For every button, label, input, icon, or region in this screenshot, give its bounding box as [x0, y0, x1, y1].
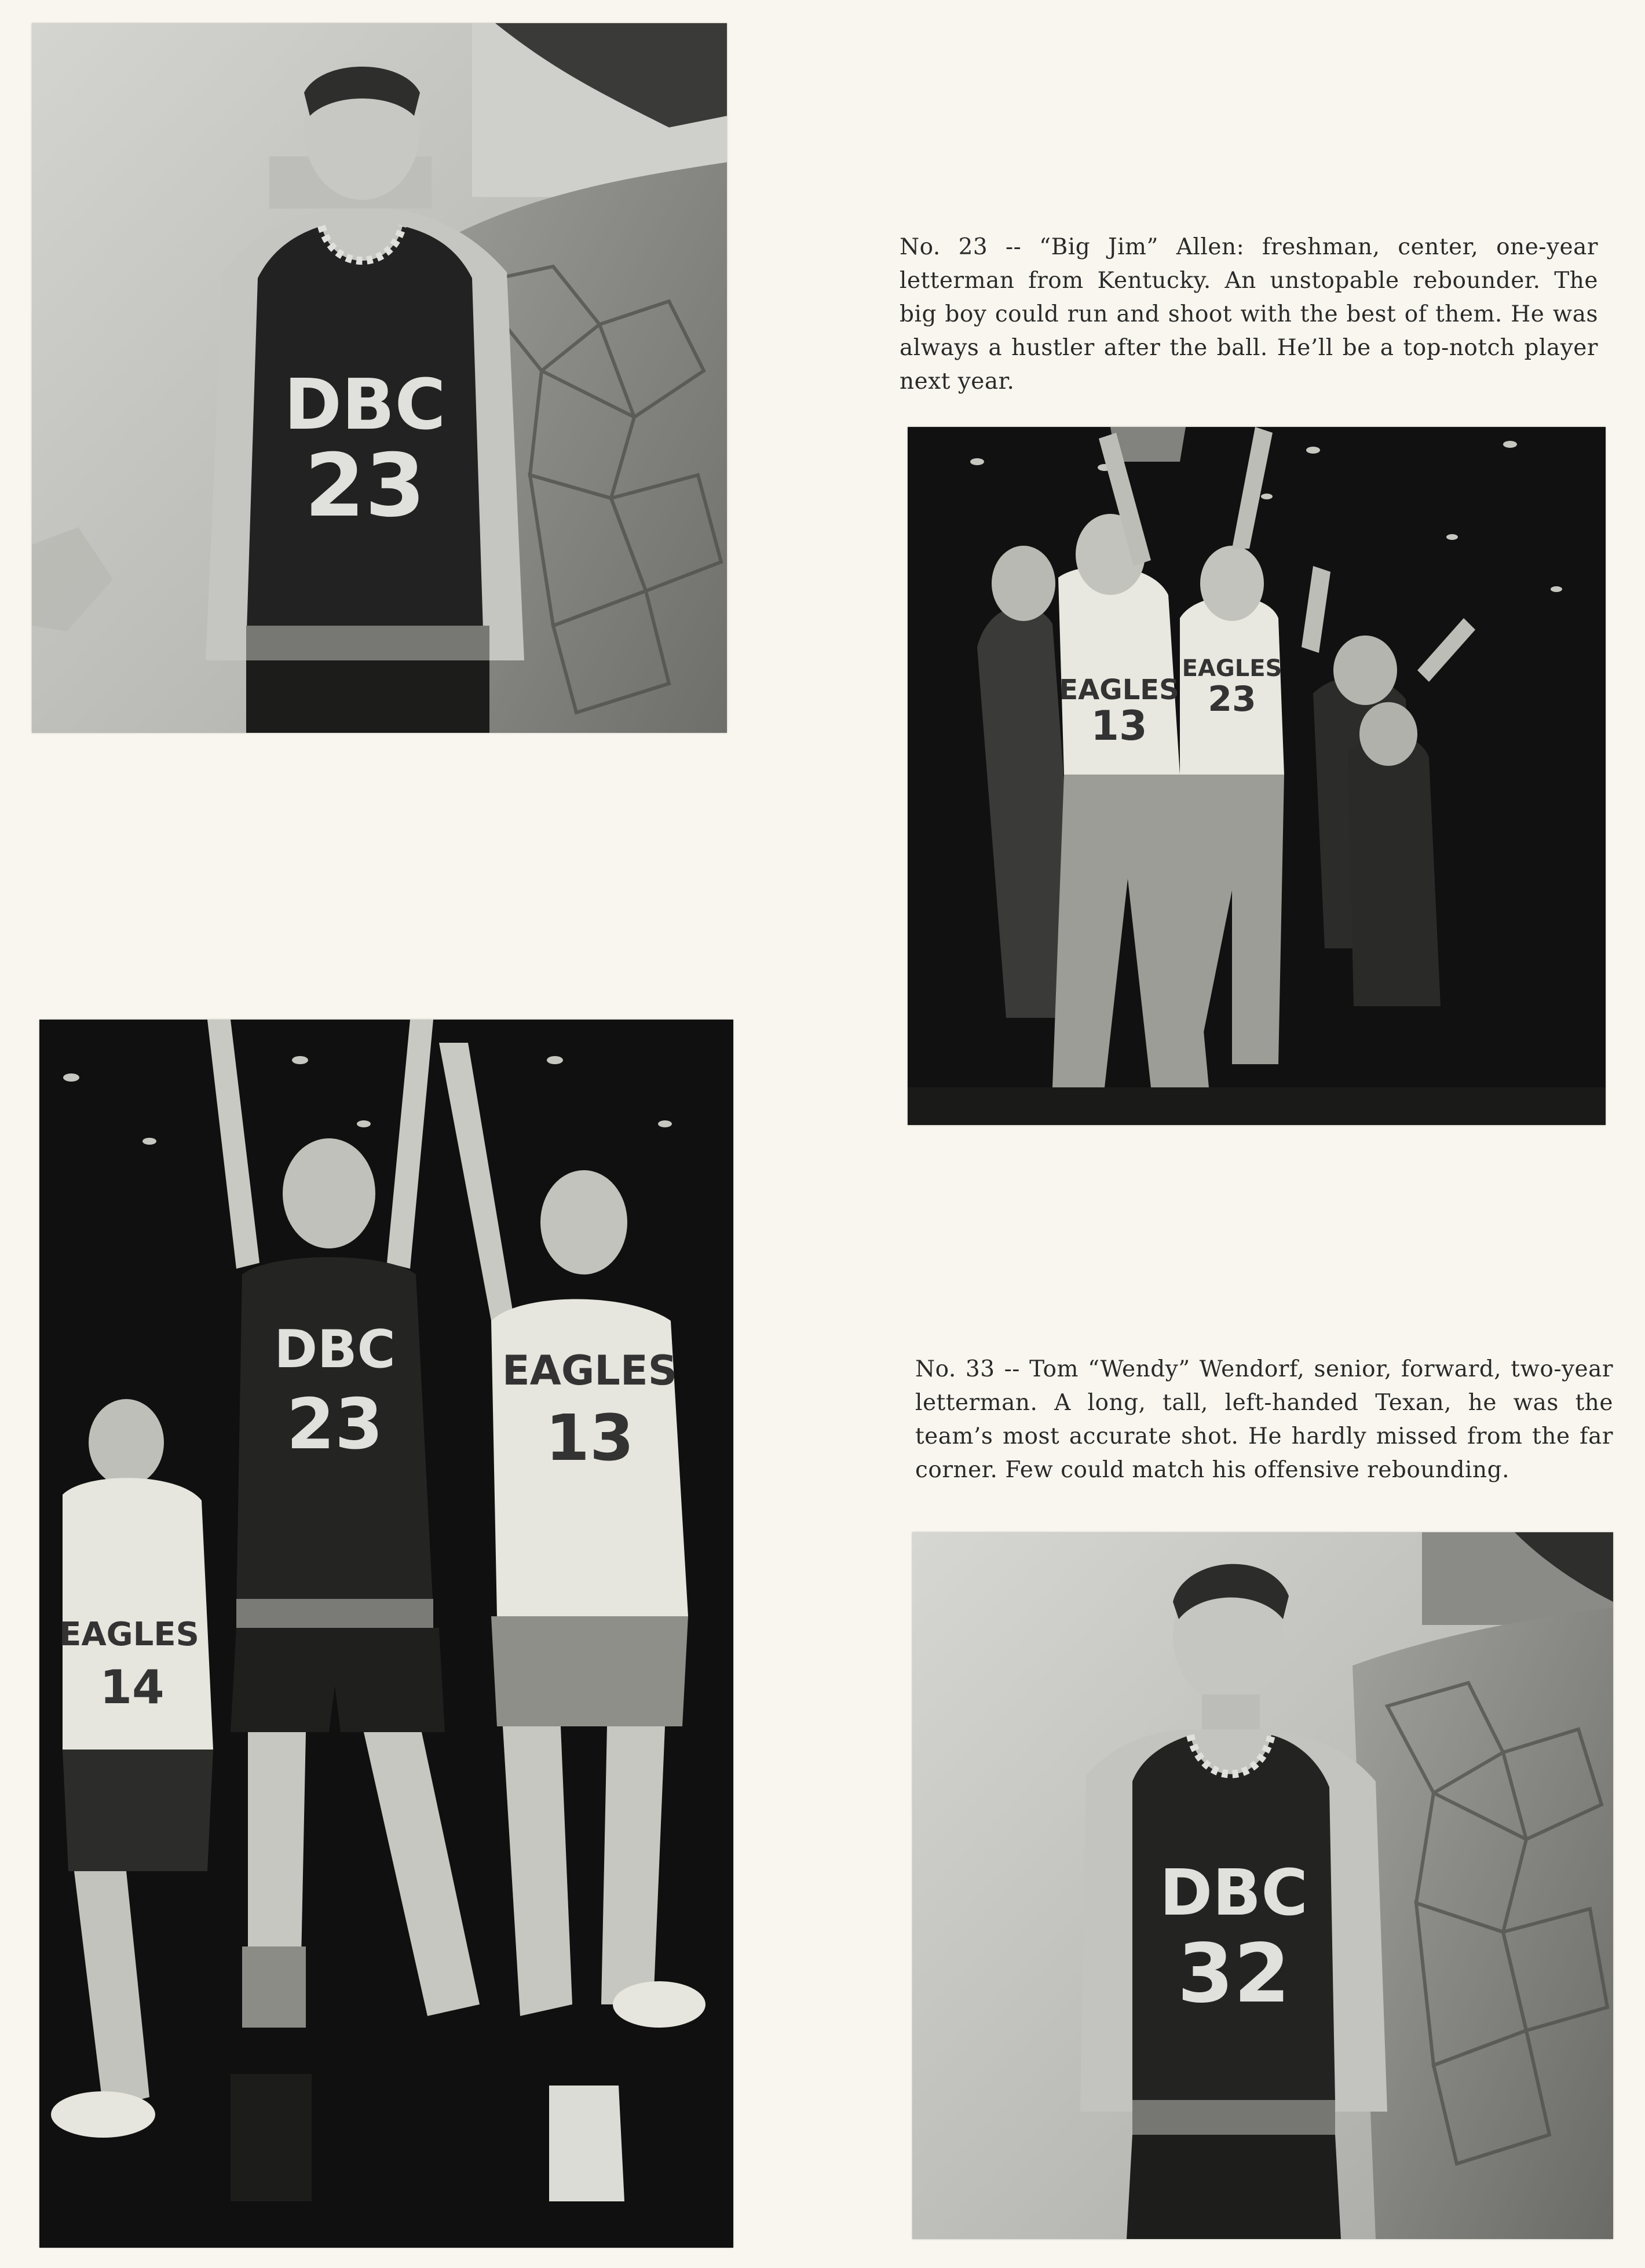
jersey-eagles-b-number: 23: [1208, 679, 1256, 720]
jersey-number-text: 23: [286, 1385, 383, 1465]
jersey-eagles-a-number: 13: [545, 1401, 634, 1475]
jersey-eagles-b-number: 14: [100, 1660, 164, 1714]
jersey-eagles-b-text: EAGLES: [59, 1616, 199, 1653]
caption-player-23: No. 23 -- “Big Jim” Allen: freshman, center, one-year letterman from Kentucky. An unstopable rebounder. The big boy could run and shoot with the best of them. He was always a hustler after the ball. He’ll be a top-notch player next year.: [900, 234, 1598, 395]
jersey-team-text: DBC: [274, 1319, 396, 1380]
jersey-team-text: DBC: [284, 365, 446, 445]
jersey-number-text: 23: [304, 436, 426, 536]
caption-player-33: No. 33 -- Tom “Wendy” Wendorf, senior, forward, two-year letterman. A long, tall, left-handed Texan, he was the team’s most accurate shot. He hardly missed from the far corner. Few could match his offensive rebounding.: [915, 1356, 1613, 1483]
jersey-eagles-b-text: EAGLES: [1182, 655, 1282, 682]
photo-portrait-allen: [32, 23, 727, 733]
photo-jump-action: [39, 1020, 733, 2248]
jersey-eagles-a-text: EAGLES: [1059, 674, 1179, 706]
jersey-eagles-a-number: 13: [1091, 702, 1147, 750]
jersey-number-text: 32: [1177, 1927, 1291, 2021]
photo-rebound-action: [908, 427, 1606, 1125]
jersey-team-text: DBC: [1160, 1856, 1308, 1930]
photo-portrait-wendorf: [912, 1532, 1613, 2239]
jersey-eagles-a-text: EAGLES: [502, 1347, 678, 1394]
